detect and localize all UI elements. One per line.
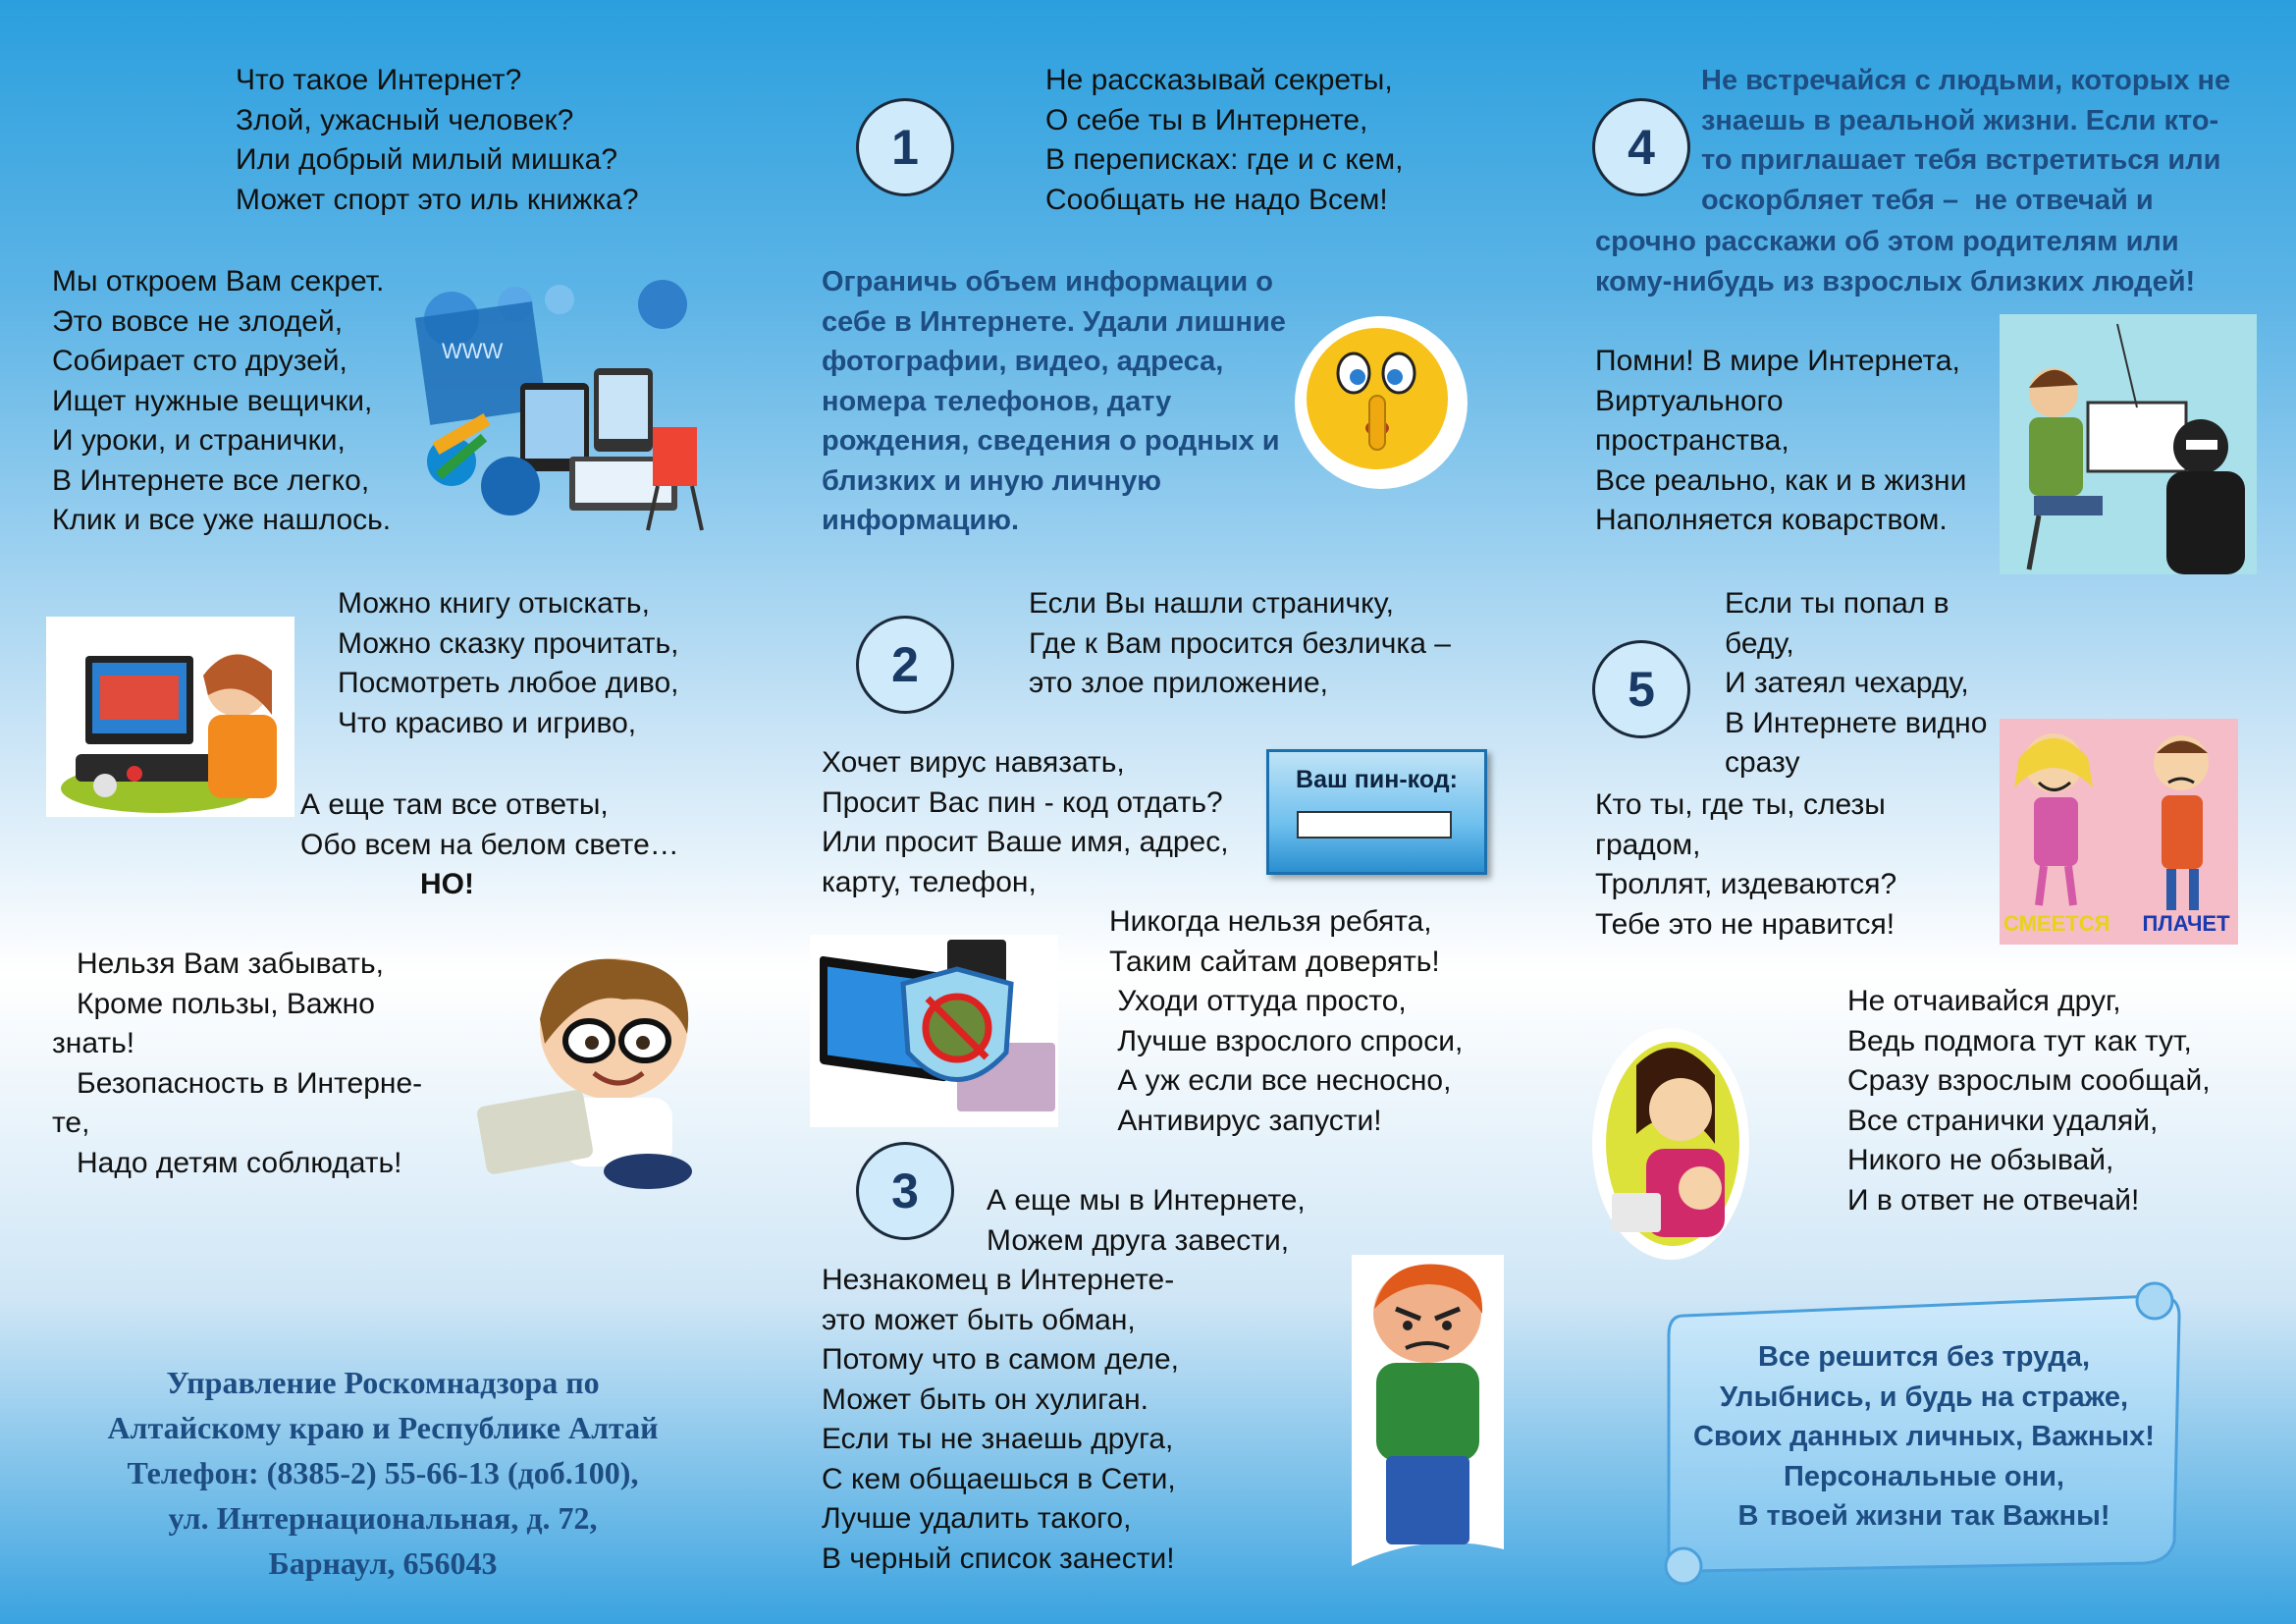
text-line: пространства,	[1595, 424, 1789, 457]
text-line: Все реально, как и в жизни	[1595, 463, 1967, 497]
poem-trouble	[1725, 584, 1987, 784]
text-line: это злое приложение,	[1029, 667, 1329, 699]
text-line: Помни! В мире Интернета,	[1595, 345, 1960, 377]
text-line: Все странички удаляй,	[1847, 1104, 2159, 1137]
text-line: Троллят, издеваются?	[1595, 868, 1897, 900]
tip-limit-info	[822, 262, 1286, 541]
text-line: Кроме пользы, Важно	[52, 987, 375, 1020]
text-line: Можно книгу отыскать,	[338, 587, 650, 620]
text-line: кому-нибудь из взрослых близких людей!	[1595, 265, 2196, 298]
text-line: знаешь в реальной жизни. Если кто-	[1701, 104, 2219, 136]
antivirus-computers-photo	[810, 935, 1058, 1127]
text-line: В черный список занести!	[822, 1542, 1175, 1575]
text-line: Не встречайся с людьми, которых не	[1701, 65, 2231, 96]
pin-code-label: Ваш пин-код:	[1296, 766, 1458, 793]
poem-virus	[822, 743, 1229, 902]
tip-meet-a	[1701, 61, 2230, 220]
text-line: Телефон: (8385-2) 55-66-13 (доб.100),	[127, 1455, 639, 1490]
text-line: Клик и все уже нашлось.	[52, 504, 392, 536]
text-line: Управление Роскомнадзора по	[166, 1365, 600, 1400]
text-line: Не рассказывай секреты,	[1045, 64, 1393, 96]
text-line: Улыбнись, и будь на страже,	[1719, 1380, 2129, 1413]
text-line: А уж если все несносно,	[1109, 1064, 1452, 1097]
poem-remember	[1595, 342, 1966, 541]
poem-intro	[236, 61, 639, 220]
poem-forget	[52, 945, 422, 1183]
mother-child-illustration	[1592, 1026, 1749, 1262]
text-line: Можно сказку прочитать,	[338, 626, 679, 660]
text-line: знать!	[52, 1027, 135, 1059]
text-line: Сразу взрослым сообщай,	[1847, 1064, 2211, 1097]
text-line: Своих данных личных, Важных!	[1693, 1421, 2155, 1452]
text-line: беду,	[1725, 626, 1794, 660]
text-line: номера телефонов, дату	[822, 385, 1172, 417]
text-line: Уходи оттуда просто,	[1109, 985, 1407, 1017]
tip-meet-b	[1595, 222, 2195, 301]
text-line: Если ты не знаешь друга,	[822, 1423, 1174, 1455]
text-line: Можем друга завести,	[987, 1223, 1290, 1257]
text-line: Не отчаивайся друг,	[1847, 985, 2121, 1017]
text-line: сразу	[1725, 746, 1800, 779]
text-line: И в ответ не отвечай!	[1847, 1183, 2140, 1217]
text-line: С кем общаешься в Сети,	[822, 1462, 1176, 1495]
internet-devices-illustration	[412, 270, 707, 535]
text-line: Барнаул, 656043	[268, 1545, 498, 1581]
text-line: информацию.	[822, 505, 1020, 536]
text-line: О себе ты в Интернете,	[1045, 103, 1368, 136]
text-line: Обо всем на белом свете…	[300, 828, 679, 861]
step-number-3: 3	[856, 1142, 954, 1240]
girl-at-computer-photo	[46, 617, 294, 817]
poem-who	[1595, 785, 1896, 945]
text-line: В Интернете видно	[1725, 706, 1988, 739]
text-line: Надо детям соблюдать!	[52, 1146, 402, 1179]
poem-never	[1109, 902, 1463, 1141]
poem-but: НО!	[420, 868, 474, 900]
text-line: срочно расскажи об этом родителям или	[1595, 226, 2179, 257]
text-line: Это вовсе не злодей,	[52, 304, 344, 338]
cries-caption: ПЛАЧЕТ	[2142, 911, 2230, 936]
text-line: Просит Вас пин - код отдать?	[822, 785, 1223, 819]
text-line: Может быть он хулиган.	[822, 1382, 1149, 1416]
scroll-poem	[1669, 1337, 2179, 1537]
step-number-1: 1	[856, 98, 954, 196]
text-line: Все решится без труда,	[1757, 1341, 2091, 1373]
text-line: Собирает сто друзей,	[52, 345, 347, 377]
pin-code-box	[1266, 749, 1487, 875]
poem-answers	[300, 785, 679, 865]
pin-code-input	[1297, 811, 1452, 839]
poem-despair	[1847, 982, 2211, 1220]
text-line: Что красиво и игриво,	[338, 706, 637, 739]
text-line: Никого не обзывай,	[1847, 1144, 2114, 1176]
text-line: Незнакомец в Интернете-	[822, 1264, 1175, 1296]
text-line: Ограничь объем информации о	[822, 266, 1274, 298]
text-line: Нельзя Вам забывать,	[52, 947, 384, 980]
text-line: Сообщать не надо Всем!	[1045, 183, 1388, 216]
text-line: Хочет вирус навязать,	[822, 746, 1125, 779]
text-line: те,	[52, 1107, 90, 1139]
text-line: Посмотреть любое диво,	[338, 667, 679, 699]
step-number-4: 4	[1592, 98, 1690, 196]
angry-boy-illustration	[1347, 1255, 1509, 1566]
text-line: Лучше взрослого спроси,	[1109, 1024, 1464, 1057]
text-line: И затеял чехарду,	[1725, 667, 1969, 699]
shush-emoji	[1291, 312, 1472, 494]
text-line: Злой, ужасный человек?	[236, 103, 574, 136]
text-line: Может спорт это иль книжка?	[236, 183, 639, 216]
text-line: Виртуального	[1595, 384, 1784, 417]
text-line: И уроки, и странички,	[52, 424, 346, 457]
hacker-phishing-illustration	[2000, 314, 2257, 574]
poem-secret	[52, 262, 391, 541]
svg-text:WWW: WWW	[442, 339, 504, 363]
text-line: Кто ты, где ты, слезы	[1595, 788, 1886, 821]
text-line: ул. Интернациональная, д. 72,	[168, 1500, 598, 1536]
laughs-cries-illustration	[2000, 719, 2238, 945]
text-line: Алтайскому краю и Республике Алтай	[107, 1410, 659, 1445]
laughs-caption: СМЕЕТСЯ	[2003, 911, 2110, 936]
step-number-2: 2	[856, 616, 954, 714]
text-line: Таким сайтам доверять!	[1109, 945, 1440, 978]
text-line: Антивирус запусти!	[1109, 1104, 1382, 1137]
text-line: Мы откроем Вам секрет.	[52, 265, 385, 298]
step-number-5: 5	[1592, 640, 1690, 738]
text-line: Если ты попал в	[1725, 587, 1949, 620]
poem-secrets	[1045, 61, 1403, 220]
contact-address	[39, 1360, 726, 1586]
text-line: Что такое Интернет?	[236, 64, 522, 96]
text-line: А еще мы в Интернете,	[987, 1184, 1306, 1217]
text-line: фотографии, видео, адреса,	[822, 346, 1224, 377]
text-line: Где к Вам просится безличка –	[1029, 626, 1451, 660]
poem-page	[1029, 584, 1451, 704]
text-line: Ищет нужные вещички,	[52, 384, 373, 417]
text-line: В Интернете все легко,	[52, 463, 370, 497]
text-line: рождения, сведения о родных и	[822, 425, 1280, 457]
text-line: оскорбляет тебя – не отвечай и	[1701, 184, 2154, 216]
boy-with-laptop-illustration	[476, 950, 721, 1196]
text-line: это может быть обман,	[822, 1303, 1136, 1336]
text-line: В твоей жизни так Важны!	[1737, 1500, 2110, 1532]
text-line: Потому что в самом деле,	[822, 1343, 1179, 1376]
text-line: то приглашает тебя встретиться или	[1701, 144, 2221, 176]
text-line: Ведь подмога тут как тут,	[1847, 1024, 2192, 1057]
poem-book	[338, 584, 679, 743]
poem-friend-a	[987, 1181, 1306, 1261]
text-line: Персональные они,	[1783, 1460, 2064, 1492]
text-line: Безопасность в Интерне-	[52, 1066, 423, 1100]
text-line: Или добрый милый мишка?	[236, 143, 618, 176]
text-line: градом,	[1595, 828, 1701, 861]
text-line: А еще там все ответы,	[300, 788, 609, 821]
text-line: Или просит Ваше имя, адрес,	[822, 826, 1229, 858]
text-line: карту, телефон,	[822, 865, 1037, 898]
text-line: В переписках: где и с кем,	[1045, 143, 1404, 176]
text-line: Наполняется коварством.	[1595, 504, 1948, 536]
text-line: Никогда нельзя ребята,	[1109, 905, 1432, 938]
text-line: близких и иную личную	[822, 464, 1162, 497]
text-line: себе в Интернете. Удали лишние	[822, 305, 1286, 338]
poem-friend-b	[822, 1261, 1179, 1579]
text-line: Тебе это не нравится!	[1595, 907, 1896, 941]
text-line: Лучше удалить такого,	[822, 1502, 1132, 1535]
text-line: Если Вы нашли страничку,	[1029, 587, 1394, 620]
